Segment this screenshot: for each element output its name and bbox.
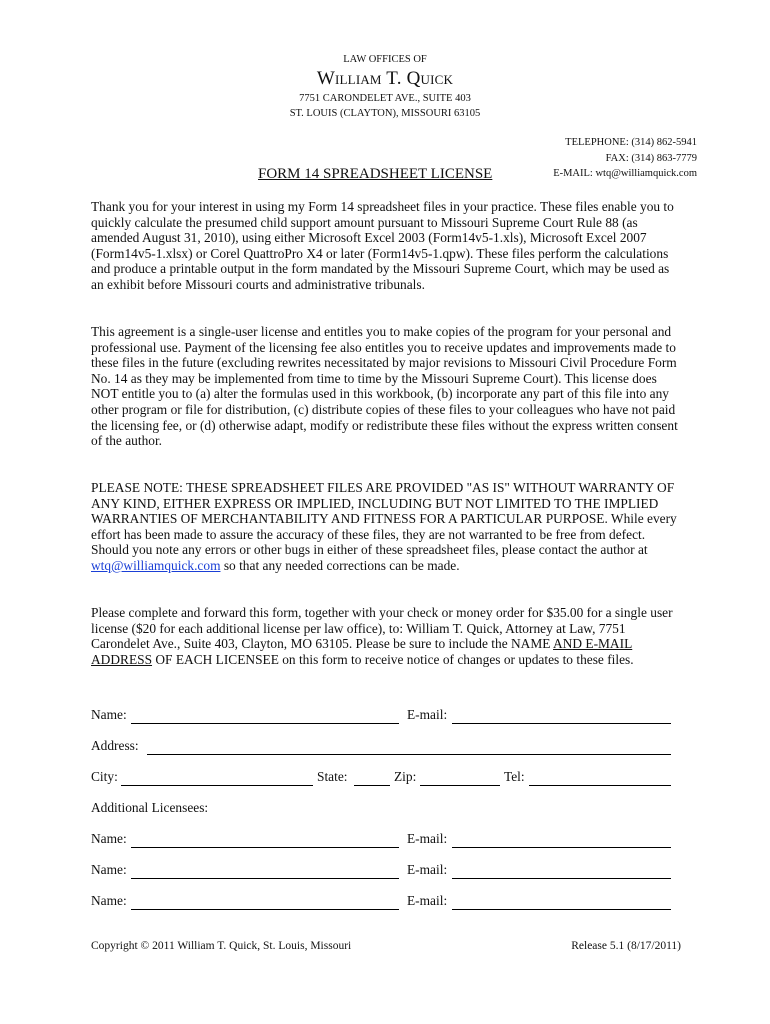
additional-licensee-row-1	[91, 831, 681, 849]
fax-text: FAX: (314) 863-7779	[605, 152, 697, 164]
disclaimer-text-end: so that any needed corrections can be made.	[220, 557, 460, 573]
paragraph-license: This agreement is a single-user license and entitles you to make copies of the program for your personal and professional use. Payment of the licensing fee also entitles you to receive updates and improvements made to these files in the future (excluding rewrites necessitated by major revisions to Missouri Civil Procedure Form No. 14 as they may be implemented from time to time by the Missouri Supreme Court). This license does NOT entitle you to (a) alter the formulas used in this workbook, (b) incorporate any part of this file into any other program or file for distribution, (c) distribute copies of these files to your colleagues who have not paid the licensing fee, or (d) otherwise adapt, modify or redistribute these files without the express written consent of the author.	[91, 324, 678, 449]
law-offices-label: LAW OFFICES OF	[343, 54, 427, 65]
additional-licensee-row-2	[91, 862, 681, 880]
zip-label: Zip:	[394, 769, 417, 784]
name-label: Name:	[91, 707, 127, 722]
city-label: City:	[91, 769, 118, 784]
disclaimer-text: PLEASE NOTE: THESE SPREADSHEET FILES ARE PROVIDED "AS IS" WITHOUT WARRANTY OF ANY KIND, EITHER EXPRESS OR IMPLIED, INCLUDING BUT NOT LIMITED TO THE IMPLIED WARRANTIES OF MERCHANTABILITY AND FITNESS FOR A PARTICULAR PURPOSE. While every effort has been made to assure the accuracy of these files, they are not warranted to be free from defect. Should you note any errors or other bugs in either of these spreadsheet files, please contact the author at	[91, 480, 677, 558]
email-label: E-mail:	[407, 893, 448, 908]
author-email-link[interactable]: wtq@williamquick.com	[91, 557, 221, 573]
instructions-underlined: AND E-MAIL ADDRESS	[91, 636, 633, 667]
office-address-line1: 7751 CARONDELET AVE., SUITE 403	[299, 93, 471, 104]
attorney-name: William T. Quick	[316, 68, 454, 89]
address-field[interactable]	[147, 754, 671, 755]
licensee-row-primary	[91, 707, 681, 725]
telephone-text: TELEPHONE: (314) 862-5941	[565, 137, 697, 148]
instructions-text-end: OF EACH LICENSEE on this form to receive notice of changes or updates to these files.	[152, 651, 634, 667]
zip-field[interactable]	[420, 785, 500, 786]
state-label: State:	[317, 769, 348, 784]
additional-licensee-row-3	[91, 893, 681, 911]
office-address-line2: ST. LOUIS (CLAYTON), MISSOURI 63105	[289, 108, 481, 119]
paragraph-instructions	[91, 605, 683, 667]
paragraph-disclaimer	[91, 480, 683, 574]
release-version: Release 5.1 (8/17/2011)	[571, 940, 681, 952]
name-field[interactable]	[131, 723, 399, 724]
name-field[interactable]	[131, 909, 399, 910]
tel-field[interactable]	[529, 785, 671, 786]
address-label: Address:	[91, 738, 139, 753]
additional-licensees-label: Additional Licensees:	[91, 800, 209, 815]
name-label: Name:	[91, 831, 127, 846]
email-text: E-MAIL: wtq@williamquick.com	[553, 168, 697, 179]
email-field[interactable]	[452, 878, 671, 879]
address-row	[91, 738, 681, 756]
name-field[interactable]	[131, 847, 399, 848]
tel-label: Tel:	[504, 769, 525, 784]
instructions-text: Please complete and forward this form, together with your check or money order for $35.00 for a single user license ($20 for each additional license per law office), to: William T. Quick, Attorney at Law, 7751 Carondelet Ave., Suite 403, Clayton, MO 63105. Please be sure to include the NAME	[91, 605, 673, 652]
name-field[interactable]	[131, 878, 399, 879]
contact-block	[553, 135, 697, 182]
email-label: E-mail:	[407, 862, 448, 877]
name-label: Name:	[91, 893, 127, 908]
email-field[interactable]	[452, 909, 671, 910]
name-label: Name:	[91, 862, 127, 877]
email-field[interactable]	[452, 723, 671, 724]
copyright-notice: Copyright © 2011 William T. Quick, St. Louis, Missouri	[91, 940, 352, 952]
page-title: FORM 14 SPREADSHEET LICENSE	[258, 166, 493, 182]
state-field[interactable]	[354, 785, 390, 786]
email-label: E-mail:	[407, 831, 448, 846]
email-field[interactable]	[452, 847, 671, 848]
paragraph-intro: Thank you for your interest in using my Form 14 spreadsheet files in your practice. These files enable you to quickly calculate the presumed child support amount pursuant to Missouri Supreme Court Rule 88 (as amended August 31, 2010), using either Microsoft Excel 2003 (Form14v5-1.xls), Microsoft Excel 2007 (Form14v5-1.xlsx) or Corel QuattroPro X4 or later (Form14v5-1.qpw). These files perform the calculations and produce a printable output in the form mandated by the Missouri Supreme Court, which may be used as an exhibit before Missouri courts and administrative tribunals.	[91, 199, 674, 292]
city-row	[91, 769, 681, 787]
email-label: E-mail:	[407, 707, 448, 722]
city-field[interactable]	[121, 785, 313, 786]
